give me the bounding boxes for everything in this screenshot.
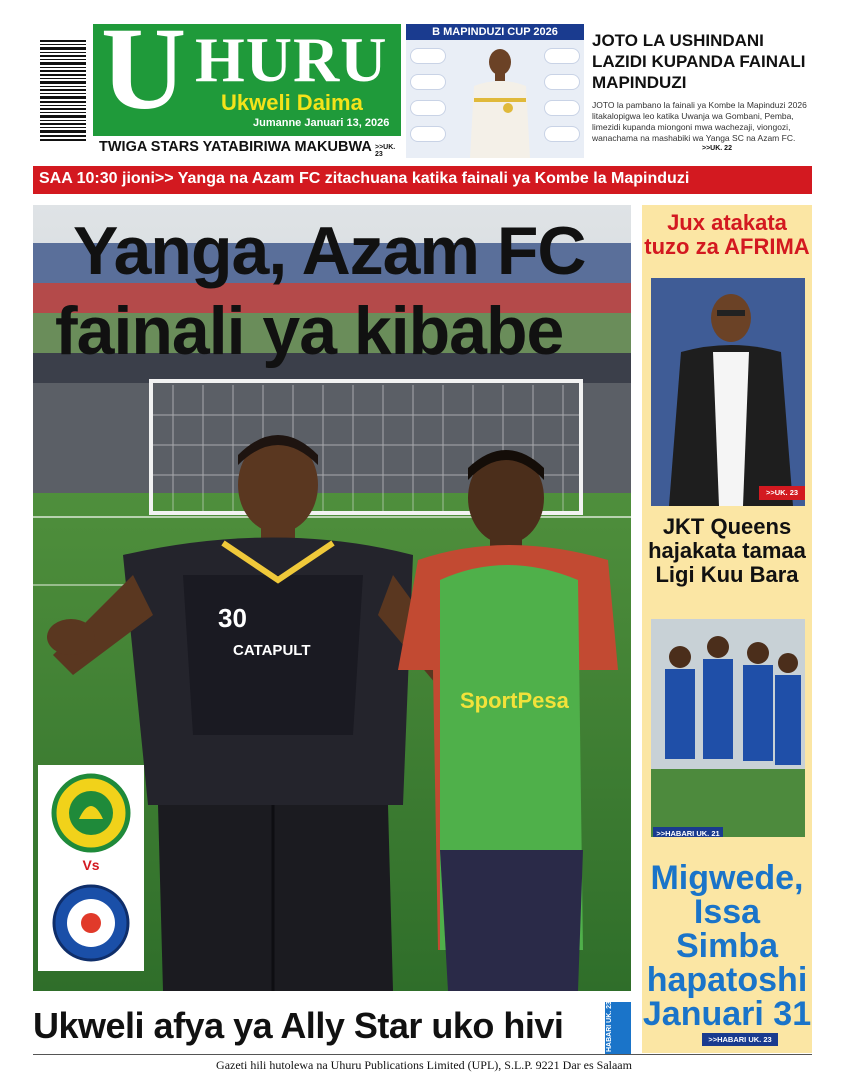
yanga-badge bbox=[51, 773, 131, 853]
cup-banner: B MAPINDUZI CUP 2026 bbox=[406, 24, 584, 40]
jkt-players bbox=[651, 619, 805, 837]
issue-date: Jumanne Januari 13, 2026 bbox=[253, 117, 390, 129]
sponsor-logo bbox=[410, 48, 446, 64]
jux-headline[interactable]: Jux atakata tuzo za AFRIMA bbox=[644, 210, 810, 259]
top-story[interactable] bbox=[588, 24, 816, 158]
logo-letter-u: U bbox=[101, 24, 187, 134]
bib-sponsor: SportPesa bbox=[460, 688, 569, 713]
sponsor-logo bbox=[544, 48, 580, 64]
teaser-headline: TWIGA STARS YATABIRIWA MAKUBWA bbox=[99, 139, 372, 155]
jux-page-ref: >>UK. 23 bbox=[759, 486, 805, 500]
right-sidebar bbox=[642, 205, 812, 1053]
player-azam bbox=[378, 410, 631, 991]
sponsor-logo bbox=[410, 100, 446, 116]
team-logos-panel bbox=[38, 765, 144, 971]
main-photo[interactable] bbox=[33, 205, 631, 991]
versus-label: Vs bbox=[82, 857, 100, 873]
main-headline-line-1: Yanga, Azam FC bbox=[73, 213, 586, 289]
cup-photo[interactable] bbox=[406, 24, 584, 158]
top-story-page-ref: >>UK. 22 bbox=[702, 145, 732, 152]
top-story-body: JOTO la pambano la fainali ya Kombe la Mapinduzi 2026 litakalopigwa leo katika Uwanja wa Gombani, Pemba, limezidi kupanda miongoni mwa wachezaji, viongozi, wanachama na mashabiki wa Yanga SC na Azam FC. bbox=[592, 100, 807, 143]
shirt-sponsor: CATAPULT bbox=[233, 642, 311, 659]
footer-divider bbox=[33, 1054, 812, 1055]
logo-slogan: Ukweli Daima bbox=[221, 90, 363, 115]
sponsor-logo bbox=[410, 74, 446, 90]
top-story-headline: JOTO LA USHINDANI LAZIDI KUPANDA FAINALI MAPINDUZI bbox=[592, 31, 806, 92]
red-strapline[interactable] bbox=[33, 166, 812, 194]
sponsor-logo bbox=[544, 126, 580, 142]
main-headline-line-2: fainali ya kibabe bbox=[55, 293, 564, 369]
player-figure bbox=[460, 46, 540, 158]
teaser-strip[interactable] bbox=[93, 136, 401, 158]
jkt-photo[interactable] bbox=[651, 619, 805, 837]
sponsor-logo bbox=[544, 100, 580, 116]
migwede-headline[interactable]: Migwede, Issa Simba hapatoshi Januari 31 bbox=[642, 859, 812, 1033]
shirt-number: 30 bbox=[218, 603, 247, 633]
jkt-page-ref: >>HABARI UK. 21 bbox=[653, 827, 723, 837]
sponsor-logo bbox=[544, 74, 580, 90]
bottom-page-ref: HABARI UK. 23 bbox=[606, 1001, 613, 1052]
jux-photo[interactable] bbox=[651, 278, 805, 506]
strapline-text: SAA 10:30 jioni>> Yanga na Azam FC zitachuana katika fainali ya Kombe la Mapinduzi bbox=[39, 170, 690, 187]
jkt-headline[interactable]: JKT Queens hajakata tamaa Ligi Kuu Bara bbox=[648, 514, 806, 587]
azam-badge bbox=[51, 883, 131, 963]
jux-figure bbox=[651, 278, 805, 506]
logo-wordmark: HURU bbox=[195, 24, 388, 95]
migwede-page-ref: >>HABARI UK. 23 bbox=[702, 1033, 778, 1046]
sponsor-logo bbox=[410, 126, 446, 142]
masthead-logo bbox=[93, 24, 401, 136]
bottom-page-tag bbox=[605, 1002, 631, 1054]
teaser-page-ref: >>UK. 23 bbox=[375, 144, 396, 158]
bottom-headline[interactable]: Ukweli afya ya Ally Star uko hivi bbox=[33, 1005, 564, 1046]
publisher-footer: Gazeti hili hutolewa na Uhuru Publications Limited (UPL), S.L.P. 9221 Dar es Salaam bbox=[216, 1058, 632, 1072]
barcode bbox=[38, 38, 86, 142]
